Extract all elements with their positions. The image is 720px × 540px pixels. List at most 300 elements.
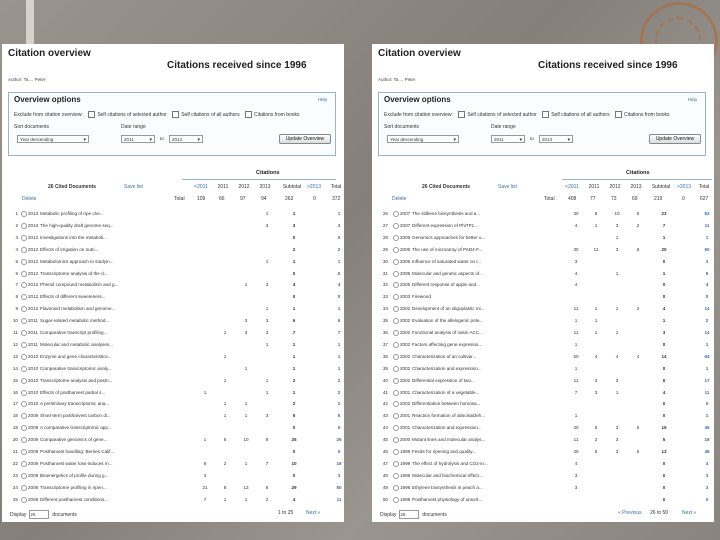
col-year: 2012: [238, 184, 250, 190]
row-checkbox[interactable]: [393, 235, 399, 241]
row-checkbox[interactable]: [393, 378, 399, 384]
citation-panel-right: [372, 44, 714, 522]
sum-value: 94: [261, 196, 267, 202]
table-row: [4, 494, 342, 505]
row-checkbox[interactable]: [393, 449, 399, 455]
row-number: 41: [382, 389, 388, 395]
row-checkbox[interactable]: [393, 461, 399, 467]
row-number: 18: [12, 413, 18, 419]
table-row: [374, 279, 712, 290]
row-checkbox[interactable]: [393, 223, 399, 229]
cite-year: 3: [265, 330, 269, 335]
row-checkbox[interactable]: [21, 223, 27, 229]
from-year-select[interactable]: 2011 ▾: [121, 135, 155, 143]
checkbox-label: Citations from books: [253, 111, 300, 118]
table-row: [374, 339, 712, 350]
row-title-link[interactable]: Postharvest physiology of unsort...: [412, 496, 483, 502]
col-before-link[interactable]: <2011: [194, 184, 208, 190]
row-checkbox[interactable]: [21, 473, 27, 479]
cite-prev: 11: [573, 330, 579, 335]
row-year: 1998: [400, 472, 411, 478]
date-range-label: Date range: [491, 124, 516, 130]
row-title-link[interactable]: Evaluation of the allelogenic pote...: [412, 318, 484, 324]
row-number: 20: [12, 437, 18, 443]
row-title-link[interactable]: A preliminary transcriptomic ana...: [40, 401, 110, 407]
cite-total: 2: [337, 377, 341, 383]
cite-year: 3: [615, 222, 619, 228]
row-year: 2005: [400, 282, 411, 288]
exclude-label: Exclude from citation overview:: [14, 111, 83, 118]
author-line: Author: Ta..., Peter: [8, 77, 46, 82]
table-row: [4, 208, 342, 219]
cite-subtotal: 1: [292, 211, 296, 216]
cite-total: 3: [705, 472, 709, 478]
cite-subtotal: 0: [292, 472, 296, 478]
table-row: [374, 327, 712, 338]
row-checkbox[interactable]: [393, 342, 399, 348]
cite-prev: 1: [203, 389, 207, 395]
cite-prev: 1: [574, 365, 578, 371]
row-title-link[interactable]: Firewood: [412, 294, 431, 300]
cite-subtotal: 1: [292, 258, 296, 264]
row-year: 2009: [28, 437, 39, 443]
next-link[interactable]: Next »: [306, 510, 321, 516]
citations-heading: Citations received since 1996: [538, 60, 678, 71]
cite-total: 3: [337, 472, 341, 478]
row-number: 30: [382, 258, 388, 264]
cite-year: 3: [615, 246, 619, 252]
row-title-link[interactable]: Mutant lines and molecular analys...: [412, 437, 486, 443]
checkbox-books[interactable]: [615, 111, 622, 118]
row-title-link[interactable]: Functional analysis of raisin ACC...: [412, 330, 483, 335]
cite-year: 6: [636, 246, 640, 252]
row-checkbox[interactable]: [393, 306, 399, 312]
row-title-link[interactable]: Postharvest handling: Berries Calif...: [40, 449, 115, 454]
cite-subtotal: 6: [292, 318, 296, 324]
row-title-link[interactable]: The stilbene biosynthesis and a...: [412, 211, 481, 216]
row-checkbox[interactable]: [21, 247, 27, 253]
row-title-link[interactable]: Investigations into the metaboli...: [40, 234, 107, 240]
row-title-link[interactable]: Different postharvest conditions...: [40, 496, 109, 502]
table-row: [4, 232, 342, 243]
row-checkbox[interactable]: [21, 461, 27, 467]
row-title-link[interactable]: Sugar-related metabolic method...: [40, 318, 110, 324]
row-checkbox[interactable]: [393, 211, 399, 217]
cite-prev: 3: [574, 484, 578, 490]
cite-total: 1: [705, 365, 709, 371]
row-checkbox[interactable]: [393, 473, 399, 479]
cite-year: 5: [636, 211, 640, 216]
row-year: 1999: [400, 449, 411, 454]
row-checkbox[interactable]: [21, 413, 27, 419]
sum-value: 263: [285, 196, 294, 202]
table-row: [4, 327, 342, 338]
row-year: 2002: [400, 377, 411, 383]
page-title: Citation overview: [378, 48, 461, 59]
cite-total: 4: [705, 282, 709, 288]
row-title-link[interactable]: Effects of postharvest partial s...: [40, 389, 106, 395]
row-title-link[interactable]: Molecular and genetic aspects of...: [412, 270, 483, 276]
row-checkbox[interactable]: [393, 401, 399, 407]
row-title-link[interactable]: Differential expression of two...: [412, 377, 475, 383]
cite-subtotal: 1: [292, 341, 296, 347]
row-year: 2010: [28, 377, 39, 383]
cite-prev: 30: [573, 425, 579, 431]
row-checkbox[interactable]: [393, 259, 399, 265]
row-checkbox[interactable]: [393, 294, 399, 300]
cite-prev: 30: [573, 211, 579, 216]
row-year: 2006: [400, 258, 411, 264]
row-title-link[interactable]: Comparative transcriptomic analy...: [40, 365, 112, 371]
sum-value: 97: [240, 196, 246, 202]
sort-select[interactable]: Year descending ▾: [17, 135, 89, 143]
row-number: 31: [382, 270, 388, 276]
row-title-link[interactable]: Genomics approaches for better u...: [412, 234, 486, 240]
checkbox-self-all[interactable]: [172, 111, 179, 118]
cite-total: 3: [337, 222, 341, 228]
row-title-link[interactable]: Phenol compound metabolism and g...: [40, 282, 119, 288]
row-year: 2002: [400, 353, 411, 359]
cite-prev: 1: [574, 318, 578, 324]
row-checkbox[interactable]: [393, 390, 399, 396]
cite-total: 1: [337, 353, 341, 359]
row-title-link[interactable]: Molecular and metabolic analyses...: [40, 341, 114, 347]
row-checkbox[interactable]: [21, 485, 27, 491]
options-title: Overview options: [14, 95, 81, 104]
row-year: 2010: [28, 389, 39, 395]
table-row: [4, 351, 342, 362]
table-row: [374, 303, 712, 314]
cite-subtotal: 6: [662, 377, 666, 383]
per-page-select[interactable]: 25: [399, 510, 419, 519]
exclude-row: [14, 111, 300, 118]
row-title-link[interactable]: Differentiation between homosa...: [412, 401, 481, 407]
cite-subtotal: 7: [292, 330, 296, 335]
cite-subtotal: 0: [662, 496, 666, 502]
row-number: 7: [15, 282, 18, 288]
row-year: 1999: [400, 460, 411, 466]
col-year: 2013: [630, 184, 642, 190]
cite-year: 3: [615, 449, 619, 454]
cite-total: 48: [704, 449, 710, 454]
cite-total: 45: [704, 425, 710, 431]
row-number: 46: [382, 449, 388, 454]
cite-subtotal: 1: [292, 353, 296, 359]
row-title-link[interactable]: Postharvest water loss-induces m...: [40, 460, 113, 466]
row-title-link[interactable]: Characterization and expression...: [412, 365, 482, 371]
row-number: 45: [382, 437, 388, 443]
row-checkbox[interactable]: [393, 485, 399, 491]
cite-year: 1: [615, 330, 619, 335]
row-checkbox[interactable]: [393, 497, 399, 503]
cite-total: 1: [337, 211, 341, 216]
row-checkbox[interactable]: [393, 366, 399, 372]
row-number: 9: [15, 306, 18, 312]
checkbox-self-author[interactable]: [458, 111, 465, 118]
row-title-link[interactable]: Factors affecting gene expressio...: [412, 341, 483, 347]
overview-options: [8, 92, 336, 156]
cite-total: 1: [337, 365, 341, 371]
page-title: Citation overview: [8, 48, 91, 59]
cite-subtotal: 15: [661, 425, 667, 431]
row-year: 2008: [28, 496, 39, 502]
cite-subtotal: 0: [292, 234, 296, 240]
table-row: [4, 279, 342, 290]
row-number: 27: [382, 222, 388, 228]
cite-total: 11: [336, 496, 342, 502]
table-row: [4, 291, 342, 302]
cite-year: 2: [594, 437, 598, 443]
row-number: 39: [382, 365, 388, 371]
total-label: Total: [174, 196, 185, 202]
row-title-link[interactable]: Comparative transcript profiling...: [40, 330, 108, 335]
row-title-link[interactable]: The use of microarray of PAD4-F...: [412, 246, 483, 252]
cite-year: 13: [243, 484, 249, 490]
row-checkbox[interactable]: [21, 390, 27, 396]
row-checkbox[interactable]: [393, 437, 399, 443]
update-overview-button[interactable]: Update Overview: [649, 134, 701, 144]
row-checkbox[interactable]: [21, 354, 27, 360]
row-title-link[interactable]: Effects of different sweeteners...: [40, 294, 106, 300]
cite-subtotal: 14: [661, 353, 667, 359]
sort-label: Sort documents: [14, 124, 50, 130]
row-title-link[interactable]: Comparative genomics of gene...: [40, 437, 108, 443]
row-checkbox[interactable]: [393, 330, 399, 336]
row-title-link[interactable]: Development of an oligoplastic mi...: [412, 306, 485, 312]
cite-subtotal: 2: [292, 377, 296, 383]
cite-total: 0: [337, 425, 341, 431]
row-title-link[interactable]: Characterization and expression...: [412, 425, 482, 431]
table-row: [374, 422, 712, 433]
table-row: [4, 244, 342, 255]
row-checkbox[interactable]: [21, 342, 27, 348]
cite-total: 2: [705, 318, 709, 324]
row-title-link[interactable]: Reaction formation of abscisaldeh...: [412, 413, 486, 419]
cite-total: 14: [704, 306, 710, 312]
col-before-link[interactable]: <2011: [565, 184, 579, 190]
row-year: 2012: [28, 258, 39, 264]
row-checkbox[interactable]: [21, 497, 27, 503]
row-checkbox[interactable]: [21, 271, 27, 277]
row-title-link[interactable]: Metabolic profiling of ripe che...: [40, 211, 104, 216]
cite-year: 4: [615, 353, 619, 359]
cite-total: 3: [705, 484, 709, 490]
cite-subtotal: 1: [662, 270, 666, 276]
checkbox-self-author[interactable]: [88, 111, 95, 118]
row-number: 42: [382, 401, 388, 407]
cite-total: 17: [704, 377, 710, 383]
table-row: [374, 375, 712, 386]
row-title-link[interactable]: Transcriptome analysis and postn...: [40, 377, 113, 383]
delete-link[interactable]: Delete: [22, 196, 37, 202]
cite-total: 5: [705, 270, 709, 276]
row-checkbox[interactable]: [21, 318, 27, 324]
row-year: 2007: [400, 211, 411, 216]
cite-subtotal: 0: [292, 449, 296, 454]
cite-subtotal: 25: [291, 437, 297, 443]
row-title-link[interactable]: Influence of saturated water on t...: [412, 258, 482, 264]
col-after-link[interactable]: >2013: [676, 184, 692, 190]
row-year: 2010: [28, 401, 39, 407]
row-checkbox[interactable]: [21, 449, 27, 455]
citations-heading: Citations received since 1996: [167, 60, 307, 71]
cite-subtotal: 0: [292, 294, 296, 300]
row-year: 2002: [400, 401, 411, 407]
cite-total: 1: [705, 341, 709, 347]
cite-total: 0: [337, 449, 341, 454]
page-range: 26 to 50: [650, 510, 669, 516]
cite-prev: 1: [574, 413, 578, 419]
checkbox-label: Self citations of selected author: [467, 111, 537, 118]
to-year-select[interactable]: 2013 ▾: [539, 135, 573, 143]
row-title-link[interactable]: The high-quality draft genome seq...: [40, 222, 114, 228]
sort-select[interactable]: Year descending ▾: [387, 135, 459, 143]
row-title-link[interactable]: Short-term postharvest carbon di...: [40, 413, 111, 419]
row-title-link[interactable]: Metabolomics approach to studyin...: [40, 258, 114, 264]
cite-total: 1: [337, 258, 341, 264]
col-after-link[interactable]: >2013: [306, 184, 322, 190]
cite-year: 1: [244, 496, 248, 502]
row-title-link[interactable]: Bioenergetics of profile during g...: [40, 472, 109, 478]
row-number: 50: [382, 496, 388, 502]
row-checkbox[interactable]: [21, 211, 27, 217]
row-checkbox[interactable]: [393, 318, 399, 324]
save-list-link[interactable]: Save list: [498, 184, 517, 190]
row-checkbox[interactable]: [21, 437, 27, 443]
display-label: Display: [10, 511, 27, 518]
row-year: 2012: [28, 294, 39, 300]
row-checkbox[interactable]: [393, 413, 399, 419]
cite-year: 3: [244, 318, 248, 324]
row-title-link[interactable]: Feeds for ripening and quality...: [412, 449, 477, 454]
cite-subtotal: 3: [662, 330, 666, 335]
help-link[interactable]: Help: [317, 97, 327, 102]
per-page-select[interactable]: 25: [29, 510, 49, 519]
table-row: [4, 446, 342, 457]
cite-subtotal: 0: [662, 341, 666, 347]
cite-year: 3: [265, 318, 269, 324]
cite-year: 2: [636, 222, 640, 228]
row-title-link[interactable]: Molecular and biochemical effect...: [412, 472, 483, 478]
row-year: 1998: [400, 484, 411, 490]
row-checkbox[interactable]: [393, 354, 399, 360]
cite-year: 1: [615, 389, 619, 395]
cite-total: 6: [337, 318, 341, 324]
row-checkbox[interactable]: [21, 282, 27, 288]
row-checkbox[interactable]: [393, 425, 399, 431]
row-checkbox[interactable]: [21, 294, 27, 300]
row-checkbox[interactable]: [21, 425, 27, 431]
row-title-link[interactable]: Effects of irrigation on nutri...: [40, 246, 99, 252]
cite-total: 50: [336, 484, 342, 490]
checkbox-self-all[interactable]: [542, 111, 549, 118]
row-title-link[interactable]: Ethylene biosynthesis in peach a...: [412, 484, 483, 490]
row-title-link[interactable]: Transcriptome profiling in ripen...: [40, 484, 107, 490]
row-checkbox[interactable]: [393, 271, 399, 277]
next-link[interactable]: Next »: [682, 510, 697, 516]
row-year: 2012: [28, 282, 39, 288]
row-title-link[interactable]: The effect of hydrolysis and CO2-in...: [412, 460, 488, 466]
cite-year: 2: [223, 460, 227, 466]
checkbox-label: Self citations of selected author: [97, 111, 167, 118]
help-link[interactable]: Help: [687, 97, 697, 102]
cite-total: 14: [704, 330, 710, 335]
cite-subtotal: 0: [662, 258, 666, 264]
table-row: [374, 244, 712, 255]
from-year-select[interactable]: 2011 ▾: [491, 135, 525, 143]
sum-value: 408: [568, 196, 577, 202]
col-subtotal: Subtotal: [282, 184, 302, 190]
row-checkbox[interactable]: [21, 366, 27, 372]
table-row: [4, 482, 342, 493]
row-checkbox[interactable]: [21, 235, 27, 241]
checkbox-books[interactable]: [245, 111, 252, 118]
row-number: 26: [382, 211, 388, 216]
row-checkbox[interactable]: [393, 282, 399, 288]
cite-year: 2: [265, 496, 269, 502]
previous-link[interactable]: « Previous: [618, 510, 642, 516]
cite-prev: 7: [574, 389, 578, 395]
cite-subtotal: 0: [662, 472, 666, 478]
row-year: 2002: [400, 318, 411, 324]
row-number: 12: [12, 341, 18, 347]
cite-total: 0: [337, 234, 341, 240]
row-checkbox[interactable]: [21, 259, 27, 265]
citations-label: Citations: [256, 170, 280, 176]
cite-total: 26: [336, 437, 342, 443]
sum-value: 73: [611, 196, 617, 202]
row-title-link[interactable]: Characterization of an cultivar...: [412, 353, 477, 359]
table-row: [4, 268, 342, 279]
cite-prev: 4: [574, 270, 578, 276]
table-row: [374, 434, 712, 445]
row-number: 10: [12, 318, 18, 324]
cite-total: 1: [705, 234, 709, 240]
to-year-select[interactable]: 2013 ▾: [169, 135, 203, 143]
row-title-link[interactable]: Different expression of PhiTP1...: [412, 222, 479, 228]
table-row: [4, 339, 342, 350]
save-list-link[interactable]: Save list: [124, 184, 143, 190]
table-row: [4, 410, 342, 421]
row-checkbox[interactable]: [21, 330, 27, 336]
row-checkbox[interactable]: [21, 306, 27, 312]
checkbox-label: Citations from books: [623, 111, 670, 118]
row-title-link[interactable]: Characterization of a vegetable...: [412, 389, 480, 395]
delete-link[interactable]: Delete: [392, 196, 407, 202]
update-overview-button[interactable]: Update Overview: [279, 134, 331, 144]
row-checkbox[interactable]: [393, 247, 399, 253]
table-row: [4, 256, 342, 267]
row-number: 22: [12, 460, 18, 466]
cite-total: 2: [337, 389, 341, 395]
row-title-link[interactable]: Enzyme and gene characteristics...: [40, 353, 112, 359]
table-row: [374, 410, 712, 421]
row-title-link[interactable]: Different response of apple and...: [412, 282, 480, 288]
row-year: 2003: [400, 294, 411, 300]
cite-subtotal: 23: [661, 211, 667, 216]
row-title-link[interactable]: A comparative transcriptomic app...: [40, 425, 112, 431]
cite-subtotal: 3: [292, 222, 296, 228]
cite-prev: 4: [574, 222, 578, 228]
table-row: [374, 398, 712, 409]
cite-year: 3: [594, 389, 598, 395]
row-checkbox[interactable]: [21, 401, 27, 407]
pagination-footer: [380, 510, 447, 519]
row-checkbox[interactable]: [21, 378, 27, 384]
table-row: [4, 303, 342, 314]
row-title-link[interactable]: Transcriptome analysis of the cl...: [40, 270, 109, 276]
row-title-link[interactable]: Flavonoid metabolism and genome...: [40, 306, 116, 312]
